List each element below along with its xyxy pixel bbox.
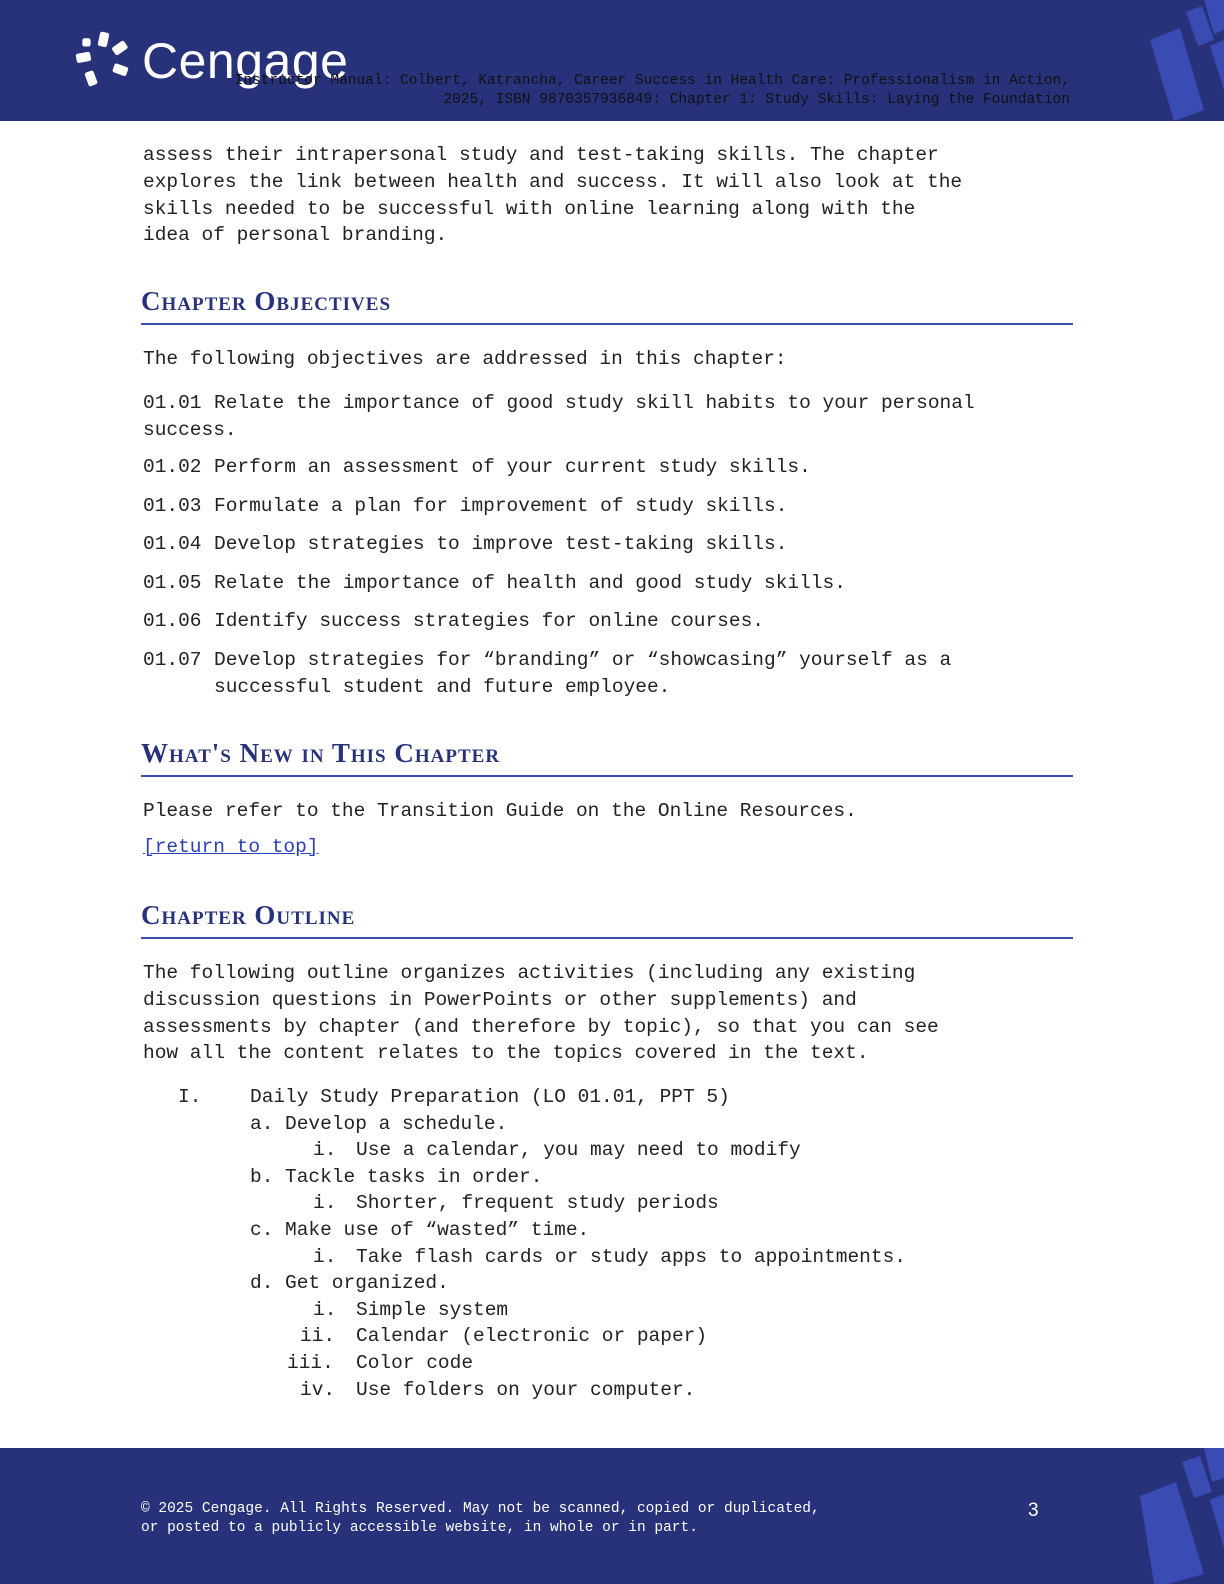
outline-marker: c. <box>250 1219 274 1241</box>
objective-text: Relate the importance of health and good study skills. <box>214 572 846 594</box>
objective-text-cont: successful student and future employee. <box>214 675 671 698</box>
objective-text: Develop strategies to improve test-taking skills. <box>214 533 788 555</box>
objective-item <box>143 570 1073 597</box>
page-footer <box>0 1448 1224 1584</box>
page-number: 3 <box>1028 1500 1039 1521</box>
running-head-line-2: 2025, ISBN 9870357936849: Chapter 1: Study Skills: Laying the Foundation <box>443 91 1070 108</box>
outline-item-text: Develop a schedule. <box>285 1112 508 1135</box>
page-header <box>0 0 1224 121</box>
outline-lead: The following outline organizes activities (including any existing discussion questions in PowerPoints or other supplements) and assessments by chapter (and therefore by topic), so that you can see how all the content relates to the topics covered in the text. <box>143 962 939 1065</box>
objective-text-cont: success. <box>143 418 237 441</box>
objective-text: Relate the importance of good study skill habits to your personal <box>214 392 975 414</box>
outline-item-text: Calendar (electronic or paper) <box>356 1325 708 1348</box>
outline-item-text: Get organized. <box>285 1272 449 1295</box>
return-to-top-link[interactable]: [return to top] <box>143 836 319 858</box>
objective-number: 01.07 <box>143 649 202 671</box>
outline-item-text: Simple system <box>356 1298 509 1321</box>
objective-item <box>143 647 1073 701</box>
whats-new-text: Please refer to the Transition Guide on the Online Resources. <box>143 800 857 822</box>
objective-number: 01.01 <box>143 392 202 414</box>
header-decoration-icon <box>1140 0 1224 121</box>
objective-number: 01.04 <box>143 533 202 555</box>
outline-item-text: Daily Study Preparation (LO 01.01, PPT 5) <box>250 1086 730 1108</box>
objective-text: Develop strategies for “branding” or “showcasing” yourself as a <box>214 649 952 671</box>
objective-text: Identify success strategies for online courses. <box>214 610 764 632</box>
objective-item <box>143 531 1073 558</box>
brand-name: Cengage <box>142 33 349 89</box>
outline-marker: b. <box>250 1165 274 1188</box>
objective-number: 01.06 <box>143 610 202 632</box>
outline-marker: ii. <box>300 1325 336 1348</box>
outline-marker: i. <box>313 1192 337 1215</box>
intro-paragraph: assess their intrapersonal study and test-taking skills. The chapter explores the link between health and success. It will also look at the skills needed to be successful with online learning along with the idea of personal branding. <box>143 144 963 247</box>
section-title-whats-new: What's New in This Chapter <box>141 738 1073 777</box>
running-head <box>130 72 1070 109</box>
outline-item-text: Take flash cards or study apps to appointments. <box>356 1245 906 1268</box>
objectives-lead: The following objectives are addressed in this chapter: <box>143 348 787 370</box>
outline-item-text: Tackle tasks in order. <box>285 1165 543 1188</box>
outline-marker: iii. <box>287 1352 334 1374</box>
objective-number: 01.03 <box>143 495 202 517</box>
running-head-line-1: Instructor Manual: Colbert, Katrancha, Career Success in Health Care: Professionalism in Action, <box>234 73 1070 89</box>
objective-number: 01.05 <box>143 572 202 594</box>
copyright-notice: © 2025 Cengage. All Rights Reserved. May not be scanned, copied or duplicated, or posted to a publicly accessible website, in whole or in part. <box>141 1501 820 1536</box>
objective-item <box>143 390 1073 444</box>
outline-item-text: Make use of “wasted” time. <box>285 1219 590 1241</box>
objective-number: 01.02 <box>143 456 202 478</box>
cengage-logo-mark-icon <box>72 30 134 92</box>
section-title-chapter-objectives: Chapter Objectives <box>141 286 1073 325</box>
outline-item-text: Color code <box>356 1352 474 1374</box>
outline-marker: i. <box>313 1245 337 1268</box>
outline-marker: I. <box>178 1086 202 1108</box>
outline-marker: a. <box>250 1112 274 1135</box>
section-title-chapter-outline: Chapter Outline <box>141 900 1073 939</box>
outline-marker: d. <box>250 1272 274 1295</box>
footer-decoration-icon <box>1134 1448 1224 1584</box>
outline-marker: i. <box>313 1139 337 1162</box>
objective-text: Perform an assessment of your current study skills. <box>214 456 811 478</box>
outline-marker: i. <box>313 1298 337 1321</box>
objective-item <box>143 454 1073 481</box>
outline-item-text: Shorter, frequent study periods <box>356 1192 719 1215</box>
chapter-outline-list <box>143 1084 1073 1414</box>
outline-marker: iv. <box>300 1378 336 1401</box>
objective-item <box>143 493 1073 520</box>
objective-text: Formulate a plan for improvement of study skills. <box>214 495 788 517</box>
objective-item <box>143 608 1073 635</box>
outline-item-text: Use folders on your computer. <box>356 1378 696 1401</box>
outline-item-text: Use a calendar, you may need to modify <box>356 1139 801 1162</box>
